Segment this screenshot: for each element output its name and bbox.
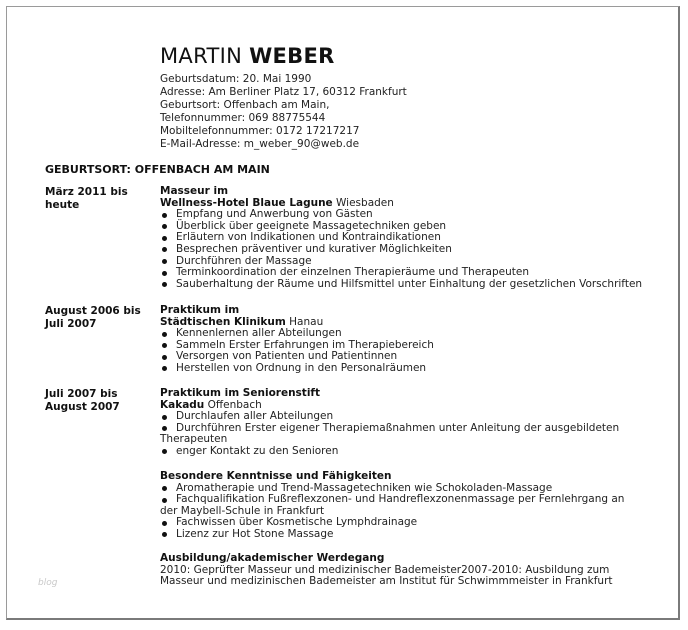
list-item: Fachwissen über Kosmetische Lymphdrainage <box>160 517 635 529</box>
list-item: Besprechen präventiver und kurativer Möglichkeiten <box>160 244 650 256</box>
phone-line: Telefonnummer: 069 88775544 <box>160 112 326 124</box>
entry-date: Juli 2007 bis August 2007 <box>45 388 120 413</box>
education-title: Ausbildung/akademischer Werdegang <box>160 552 385 564</box>
watermark-text: blog <box>38 578 58 588</box>
education-text: 2010: Geprüfter Masseur und medizinischer Bademeister2007-2010: Ausbildung zum Masseur und medizinischen Bademeister am Institut für Schwimmmeister in Frankfurt <box>160 563 613 588</box>
list-item: Sammeln Erster Erfahrungen im Therapiebereich <box>160 340 650 352</box>
skills-title: Besondere Kenntnisse und Fähigkeiten <box>160 470 392 482</box>
list-item: Lizenz zur Hot Stone Massage <box>160 529 635 541</box>
person-name <box>160 44 335 68</box>
entry-role: Praktikum im <box>160 304 240 316</box>
email-line: E-Mail-Adresse: m_weber_90@web.de <box>160 138 360 150</box>
entry-city: Hanau <box>285 315 324 328</box>
entry-date: August 2006 bis Juli 2007 <box>45 305 141 330</box>
list-item: Fachqualifikation Fußreflexzonen- und Handreflexzonenmassage per Fernlehrgang an der Maybell-Schule in Frankfurt <box>160 494 635 517</box>
list-item: enger Kontakt zu den Senioren <box>160 446 630 458</box>
task-list <box>160 209 650 290</box>
list-item: Erläutern von Indikationen und Kontraindikationen <box>160 232 650 244</box>
list-item: Überblick über geeignete Massagetechniken geben <box>160 221 650 233</box>
skills-list <box>160 483 635 541</box>
entry-employer: Wellness-Hotel Blaue Lagune <box>160 196 333 209</box>
list-item: Herstellen von Ordnung in den Personalräumen <box>160 363 650 375</box>
last-name: WEBER <box>249 44 335 68</box>
experience-entry <box>160 388 630 458</box>
entry-date: März 2011 bis heute <box>45 186 128 211</box>
first-name: MARTIN <box>160 44 243 68</box>
list-item: Durchführen Erster eigener Therapiemaßnahmen unter Anleitung der ausgebildeten Therapeuten <box>160 423 630 446</box>
list-item: Terminkoordination der einzelnen Therapieräume und Therapeuten <box>160 267 650 279</box>
experience-entry <box>160 186 650 290</box>
mobile-line: Mobiltelefonnummer: 0172 17217217 <box>160 125 360 137</box>
list-item: Empfang und Anwerbung von Gästen <box>160 209 650 221</box>
entry-city: Wiesbaden <box>332 196 394 209</box>
entry-role: Masseur im <box>160 185 229 197</box>
list-item: Durchführen der Massage <box>160 256 650 268</box>
list-item: Sauberhaltung der Räume und Hilfsmittel unter Einhaltung der gesetzlichen Vorschriften <box>160 279 650 291</box>
skills-section <box>160 471 635 541</box>
list-item: Kennenlernen aller Abteilungen <box>160 328 650 340</box>
entry-role: Praktikum im Seniorenstift <box>160 387 321 399</box>
birthdate-line: Geburtsdatum: 20. Mai 1990 <box>160 73 312 85</box>
section-title: GEBURTSORT: OFFENBACH AM MAIN <box>45 163 270 176</box>
entry-employer: Städtischen Klinikum <box>160 315 286 328</box>
task-list <box>160 328 650 374</box>
experience-entry <box>160 305 650 375</box>
contact-block <box>160 73 407 151</box>
list-item: Durchlaufen aller Abteilungen <box>160 411 630 423</box>
entry-employer: Kakadu <box>160 398 205 411</box>
education-section <box>160 553 620 588</box>
list-item: Versorgen von Patienten und Patientinnen <box>160 351 650 363</box>
address-line: Adresse: Am Berliner Platz 17, 60312 Frankfurt <box>160 86 407 98</box>
task-list <box>160 411 630 457</box>
list-item: Aromatherapie und Trend-Massagetechniken wie Schokoladen-Massage <box>160 483 635 495</box>
birthplace-line: Geburtsort: Offenbach am Main, <box>160 99 330 111</box>
entry-city: Offenbach <box>204 398 262 411</box>
